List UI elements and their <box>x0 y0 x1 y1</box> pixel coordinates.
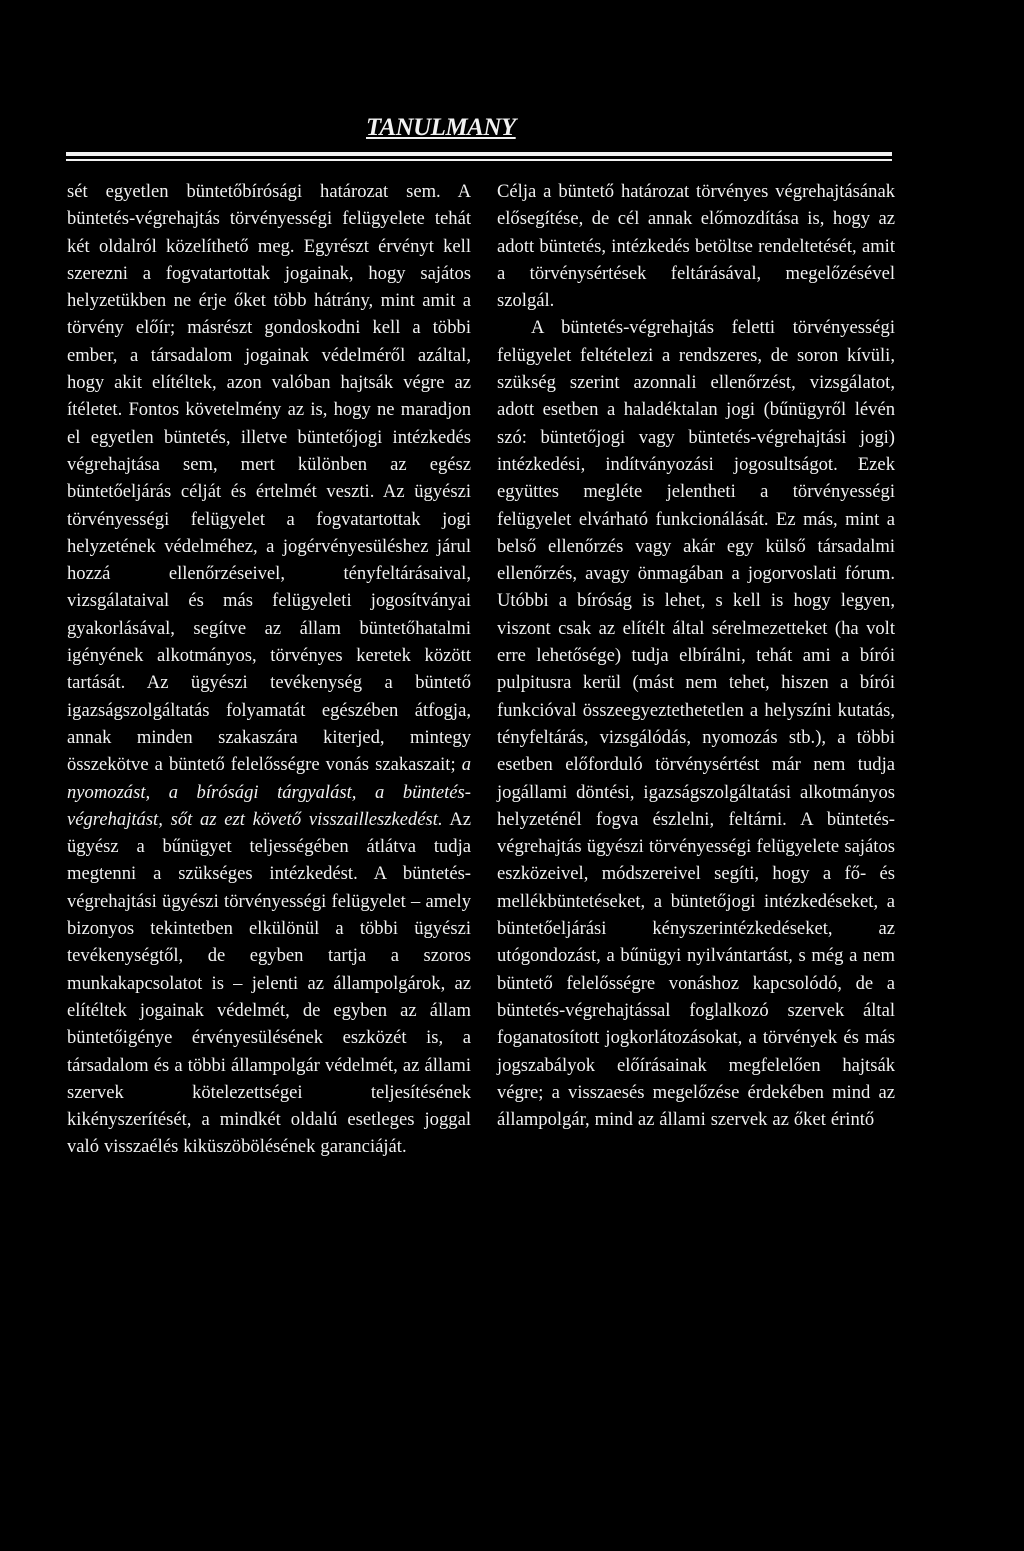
right-paragraph-2: A büntetés-végrehajtás feletti törvényességi felügyelet feltételezi a rendszeres, de soron kívüli, szükség szerint azonnali ellenőrzést, vizsgálatot, adott esetben a haladéktalan jogi (bűnügyről lévén szó: büntetőjogi vagy büntetés-végrehajtási jogi) intézkedési, indítványozási jogosultságot. Ezek együttes megléte jelentheti a törvényességi felügyelet elvárható funkcionálását. Ez más, mint a belső ellenőrzés vagy akár egy külső társadalmi ellenőrzés, avagy önmagában a jogorvoslati fórum. Utóbbi a bíróság is lehet, s kell is hogy legyen, viszont csak az elítélt által sérelmezetteket (ha volt erre lehetősége) tudja elbírálni, tehát ami a bírói pulpitusra kerül (mást nem tehet, hiszen a bírói funkcióval összeegyeztethetetlen a helyszíni kutatás, tényfeltárás, vizsgálódás, nyomozás stb.), a többi esetben előforduló törvénysértést már nem tudja jogállami döntési, igazságszolgáltatási alkotmányos helyzeténél fogva észlelni, feltárni. A büntetés-végrehajtás ügyészi törvényességi felügyelete sajátos eszközeivel, módszereivel segíti, hogy a fő- és mellékbüntetéseket, a büntetőjogi intézkedéseket, a büntetőeljárási kényszerintézkedéseket, az utógondozást, a bűnügyi nyilvántartást, s még a nem büntető felelősségre vonáshoz kapcsolódó, de a büntetés-végrehajtással foglalkozó szervek által foganatosított jogkorlátozásokat, a törvények és más jogszabályok előírásainak megfelelően hajtsák végre; a visszaesés megelőzése érdekében mind az állampolgár, mind az állami szervek az őket érintő <box>497 317 895 1131</box>
left-paragraph-1-text: sét egyetlen büntetőbírósági határozat sem. A büntetés-végrehajtás törvényességi felügyelete tehát két oldalról közelíthető meg. Egyrészt érvényt kell szerezni a fogvatartottak jogainak, hogy sajátos helyzetükben ne érje őket több hátrány, mint amit a törvény előír; másrészt gondoskodni kell a többi ember, a társadalom jogainak védelméről azáltal, hogy akit elítéltek, azon valóban hajtsák végre az ítéletet. Fontos követelmény az is, hogy ne maradjon el egyetlen büntetés, illetve büntetőjogi intézkedés végrehajtása sem, mert különben az egész büntetőeljárás célját és értelmét veszti. Az ügyészi törvényességi felügyelet a fogvatartottak jogi helyzetének védelméhez, a jogérvényesüléshez járul hozzá ellenőrzéseivel, tényfeltárásaival, vizsgálataival és más felügyeleti jogosítványai gyakorlásával, segítve az állam büntetőhatalmi igényének alkotmányos, törvényes keretek között tartását. Az ügyészi tevékenység a büntető igazságszolgáltatás folyamatát egészében átfogja, annak minden szakaszára kiterjed, mintegy összekötve a büntető felelősségre vonás szakaszait; <box>67 181 471 776</box>
left-column <box>67 178 471 1161</box>
section-title: TANULMANY <box>366 114 516 141</box>
header-rule-thin <box>66 159 892 161</box>
left-paragraph-1-end: Az ügyész a bűnügyet teljességében átlátva tudja megtenni a szükséges intézkedést. A büntetés-végrehajtási ügyészi törvényességi felügyelet – amely bizonyos tekintetben elkülönül a többi ügyészi tevékenységtől, de egyben tartja a szoros munkakapcsolatot is – jelenti az állampolgárok, az elítéltek jogainak védelmét, de egyben az állam büntetőigénye érvényesülésének eszközét is, a társadalom és a többi állampolgár védelmét, az állami szervek kötelezettségei teljesítésének kikényszerítését, a mindkét oldalú esetleges joggal való visszaélés kiküszöbölésének garanciáját. <box>67 808 471 1158</box>
left-paragraph-1-italic: a nyomozást, a bírósági tárgyalást, a büntetés-végrehajtást, sőt az ezt követő visszailleszkedést. <box>67 754 472 830</box>
page-header <box>0 114 1024 164</box>
right-column <box>497 178 895 1133</box>
header-rule-thick <box>66 152 892 156</box>
right-paragraph-1: Célja a büntető határozat törvényes végrehajtásának elősegítése, de cél annak előmozdítása is, hogy az adott büntetés, intézkedés betöltse rendeltetését, amit a törvénysértések feltárásával, megelőzésével szolgál. <box>497 181 895 312</box>
left-paragraph-1 <box>67 178 471 1161</box>
